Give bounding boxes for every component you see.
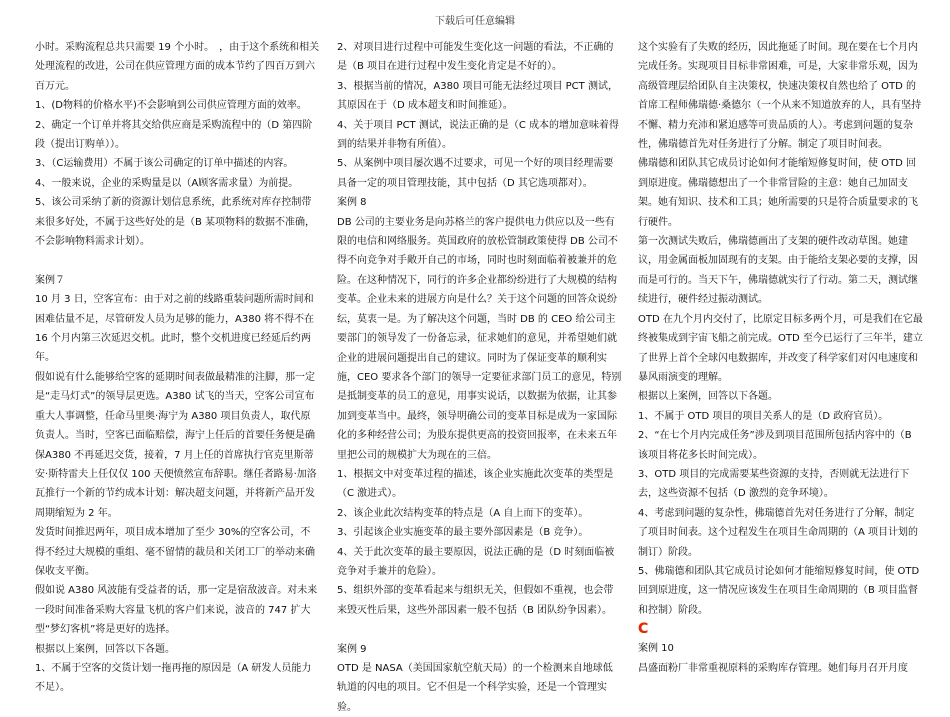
case-title: 案例７ <box>35 274 65 286</box>
blank-line <box>337 620 622 639</box>
paragraph: 3、引起该企业实施变革的最主要外部因素是（B 竞争）。 <box>337 527 589 539</box>
paragraph: 3、根据当前的情况，A380 项目可能无法经过项目 PCT 测试，其原因在于（D 成本超支和时间推延）。 <box>337 80 618 112</box>
paragraph: 5、组织外部的变革看起来与组织无关，但假如不重视，也会带来毁灭性后果，这些外部因素一般不包括（B 团队纷争因素）。 <box>337 585 614 616</box>
paragraph: 根据以上案例，回答以下各题。 <box>638 391 778 403</box>
paragraph: 发货时间推迟两年，项目成本增加了至少 30%的空客公司，不得不经过大规模的重组、毫不留情的裁员和关闭工厂的举动来确保收支平衡。 <box>35 527 315 577</box>
paragraph: 假如说 A380 风波能有受益者的话，那一定是宿敌波音。对未来一段时间准备采购大容量飞机的客户们来说，波音的 747 扩大型“梦幻客机”将是更好的选择。 <box>35 585 318 636</box>
page-header: 下载后可任意编辑 <box>435 16 515 27</box>
paragraph: 4、一般来说，企业的采购量是以（A顾客需求量）为前提。 <box>35 177 299 189</box>
paragraph: 4、关于此次变革的最主要原因，说法正确的是（D 时刻面临被竞争对手兼并的危险）。 <box>337 546 615 577</box>
case-title: 案例 9 <box>337 643 367 655</box>
paragraph: 2、“在七个月内完成任务”涉及到项目范围所包括内容中的（B 该项目将花多长时间完成）。 <box>638 430 912 461</box>
paragraph: 2、该企业此次结构变革的特点是（A 自上而下的变革）。 <box>337 507 589 519</box>
paragraph: 3、OTD 项目的完成需要某些资源的支持，否则就无法进行下去，这些资源不包括（D 激烈的竞争环境）。 <box>638 468 910 500</box>
paragraph: 1、根据文中对变革过程的描述，该企业实施此次变革的类型是（C 激进式）。 <box>337 468 614 500</box>
paragraph: 假如说有什么能够给空客的延期时间表做最精准的注脚，那一定是“走马灯式”的领导层更选。A380 试飞的当天，空客公司宣布重大人事调整，任命马里奥·海宁为 A380 项目负责人，取代原负责人。当时，空客已面临赔偿，海宁上任后的首要任务便是确保A380 不再延迟交货，接着，7 月上任的首席执行官克里斯蒂安·斯特雷夫上任仅仅 100 天便愤然宣布辞职。继任者路易·加洛瓦推行一个新的节约成本计划：解决超支问题，并将新产品开发周期缩短为 2 年。 <box>35 371 317 519</box>
case-title: 案例 10 <box>638 643 674 655</box>
paragraph: 根据以上案例，回答以下各题。 <box>35 643 175 655</box>
paragraph: 佛瑞德和团队其它成员讨论如何才能缩短修复时间，使 OTD 回到原进度。佛瑞德想出了一个非常冒险的主意：她自己加固支架。她有知识、技术和工具；她所需要的只是符合质量要求的飞行硬件。 <box>638 158 918 228</box>
highlight-mark: C <box>638 621 649 638</box>
paragraph: DB 公司的主要业务是向苏格兰的客户提供电力供应以及一些有限的电信和网络服务。英国政府的放松管制政策使得 DB 公司不得不向竞争对手敞开自己的市场，同时也时刻面临着被兼并的危险。在这种情况下，同行的许多企业都纷纷进行了大规模的结构变革。企业未来的进展方向是什么？关于这个问题的回答众说纷纭，莫衷一是。为了解决这个问题，当时 DB 的 CEO 给公司主要部门的领导发了一份备忘录，征求她们的意见，并希望她们就企业的进展问题提出自己的建议。同时为了保证变革的顺利实施，CEO 要求各个部门的领导一定要征求部门员工的意见，特别是抵制变革的员工的意见，用事实说话，以数据为依据，让其参加到变革当中。最终，领导明确公司的变革目标是成为一家国际化的多种经营公司；为股东提供更高的投资回报率，在未来五年里把公司的规模扩大为现在的三倍。 <box>337 216 622 461</box>
column-middle <box>337 38 622 717</box>
paragraph: 昌盛面粉厂非常重视原料的采购库存管理。她们每月召开月度 <box>638 662 908 674</box>
paragraph: 1、不属于 OTD 项目的项目关系人的是（D 政府官员）。 <box>638 410 889 422</box>
paragraph: 5、该公司采纳了新的资源计划信息系统，此系统对库存控制带来很多好处，不属于这些好处的是（B 某项物料的数据不准确，不会影响物料需求计划）。 <box>35 197 316 248</box>
column-right-bottom <box>638 639 923 678</box>
paragraph: 小时。采购流程总共只需要 19 个小时。 ，由于这个系统和相关处理流程的改进，公司在供应管理方面的成本节约了四百万到六百万元。 <box>35 42 320 92</box>
case-title: 案例 8 <box>337 197 367 209</box>
paragraph: 这个实验有了失败的经历，因此拖延了时间。现在要在七个月内完成任务。实现项目目标非常困难，可是，大家非常乐观，因为高级管理层给团队自主决策权，快速决策权自然也给了 OTD 的首席工程师佛瑞德·桑德尔（一个从来不知道放弃的人，具有坚持不懈、精力充沛和紧迫感等可贵品质的人）。考虑到问题的复杂性，佛瑞德首先对任务进行了分解。制定了项目时间表。 <box>638 42 922 151</box>
paragraph: OTD 在九个月内交付了，比原定目标多两个月，可是我们在它最终被集成到宇宙飞船之前完成。OTD 至今已运行了三年半，建立了世界上首个全球闪电数据库，并改变了科学家们对闪电速度和暴风雨演变的理解。 <box>638 313 923 383</box>
blank-line <box>35 251 320 270</box>
column-left <box>35 38 320 698</box>
paragraph: 2、对项目进行过程中可能发生变化这一问题的看法，不正确的是（B 项目在进行过程中发生变化肯定是不好的）。 <box>337 42 614 73</box>
column-right-top <box>638 38 923 620</box>
paragraph: 1、(D物料的价格水平)不会影响到公司供应管理方面的效率。 <box>35 100 307 112</box>
paragraph: 10 月 3 日，空客宣布：由于对之前的线路重装问题所需时间和困难估量不足，尽管研发人员为足够的能力，A380 将不得不在 16 个月内第三次延迟交机。此时，整个交机进度已经延后约两年。 <box>35 294 315 364</box>
paragraph: 4、考虑到问题的复杂性，佛瑞德首先对任务进行了分解，制定了项目时间表。这个过程发生在项目生命周期的（A 项目计划的制订）阶段。 <box>638 507 919 558</box>
paragraph: OTD 是 NASA（美国国家航空航天局）的一个检测来自地球低轨道的闪电的项目。它不但是一个科学实验，还是一个管理实验。 <box>337 662 613 713</box>
paragraph: 1、不属于空客的交货计划一拖再拖的原因是（A 研发人员能力不足）。 <box>35 662 312 694</box>
paragraph: 5、从案例中项目屡次遇不过要求，可见一个好的项目经理需要具备一定的项目管理技能，其中包括（D 其它选项都对）。 <box>337 158 614 189</box>
paragraph: 第一次测试失败后，佛瑞德画出了支架的硬件改动草图。她建议，用金属面板加固现有的支架。由于能给支架必要的支撑，因而是可行的。当天下午，佛瑞德就实行了行动。第二天，测试继续进行，硬件经过振动测试。 <box>638 236 918 306</box>
paragraph: 3、（C运输费用）不属于该公司确定的订单中描述的内容。 <box>35 158 294 170</box>
paragraph: 4、关于项目 PCT 测试，说法正确的是（C 成本的增加意味着得到的结果并非物有所值）。 <box>337 119 620 151</box>
paragraph: 5、佛瑞德和团队其它成员讨论如何才能缩短修复时间，使 OTD 回到原进度，这一情况应该发生在项目生命周期的（B 项目监督和控制）阶段。 <box>638 565 920 616</box>
column-right <box>638 38 923 678</box>
paragraph: 2、确定一个订单并将其交给供应商是采购流程中的（D 第四阶段（提出订购单））。 <box>35 119 313 151</box>
